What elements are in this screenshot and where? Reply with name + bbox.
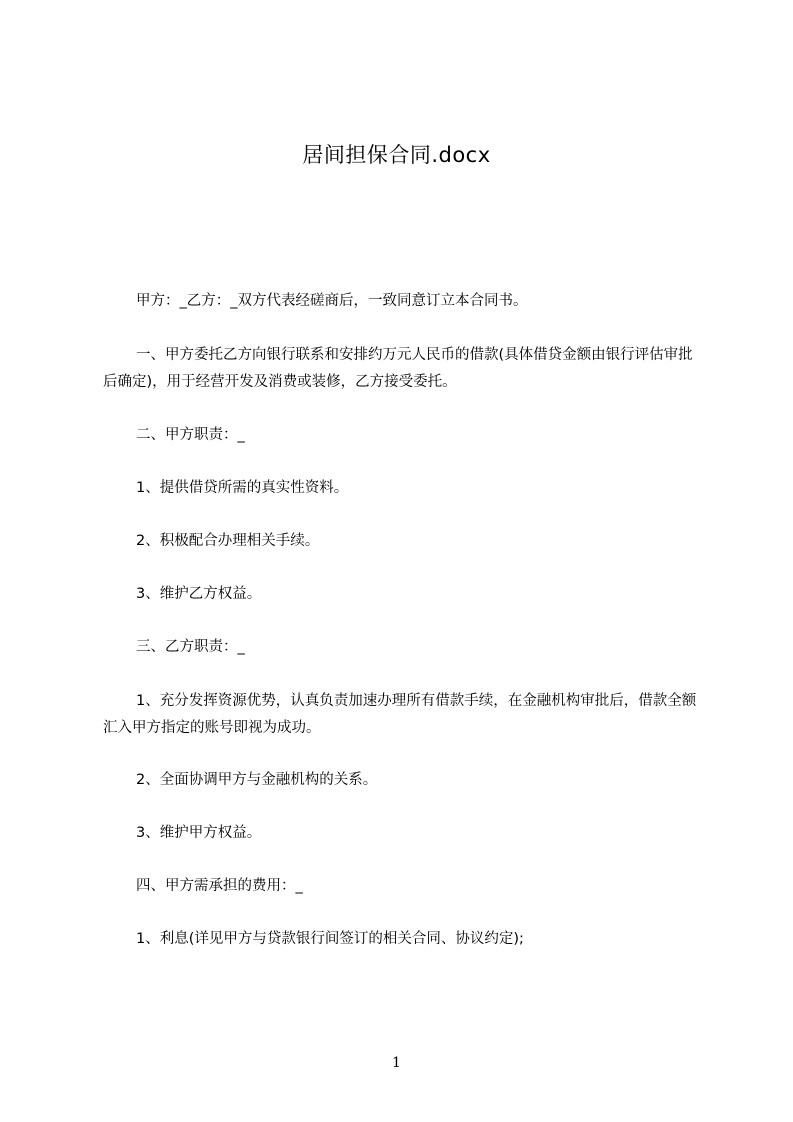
paragraph-party-b-duty-1: 1、充分发挥资源优势，认真负责加速办理所有借款手续，在金融机构审批后，借款全额汇入甲方指定的账号即视为成功。 — [103, 693, 697, 736]
page-number: 1 — [392, 1055, 401, 1071]
paragraph-clause-4-heading: 四、甲方需承担的费用：_ — [136, 878, 303, 894]
document-title: 居间担保合同.docx — [302, 143, 491, 167]
paragraph-fee-1: 1、利息(详见甲方与贷款银行间签订的相关合同、协议约定); — [136, 931, 524, 947]
paragraph-party-a-duty-1: 1、提供借贷所需的真实性资料。 — [136, 480, 349, 496]
paragraph-clause-3-heading: 三、乙方职责：_ — [136, 639, 245, 655]
paragraph-clause-1: 一、甲方委托乙方向银行联系和安排约万元人民币的借款(具体借贷金额由银行评估审批后确定)，用于经营开发及消费或装修，乙方接受委托。 — [103, 347, 693, 390]
paragraph-party-a-duty-2: 2、积极配合办理相关手续。 — [136, 533, 320, 549]
paragraph-party-a-duty-3: 3、维护乙方权益。 — [136, 586, 262, 602]
paragraph-party-b-duty-3: 3、维护甲方权益。 — [136, 825, 262, 841]
paragraph-clause-2-heading: 二、甲方职责：_ — [136, 427, 245, 443]
paragraph-party-b-duty-2: 2、全面协调甲方与金融机构的关系。 — [136, 772, 378, 788]
paragraph-parties: 甲方：_乙方：_双方代表经磋商后，一致同意订立本合同书。 — [136, 293, 528, 309]
